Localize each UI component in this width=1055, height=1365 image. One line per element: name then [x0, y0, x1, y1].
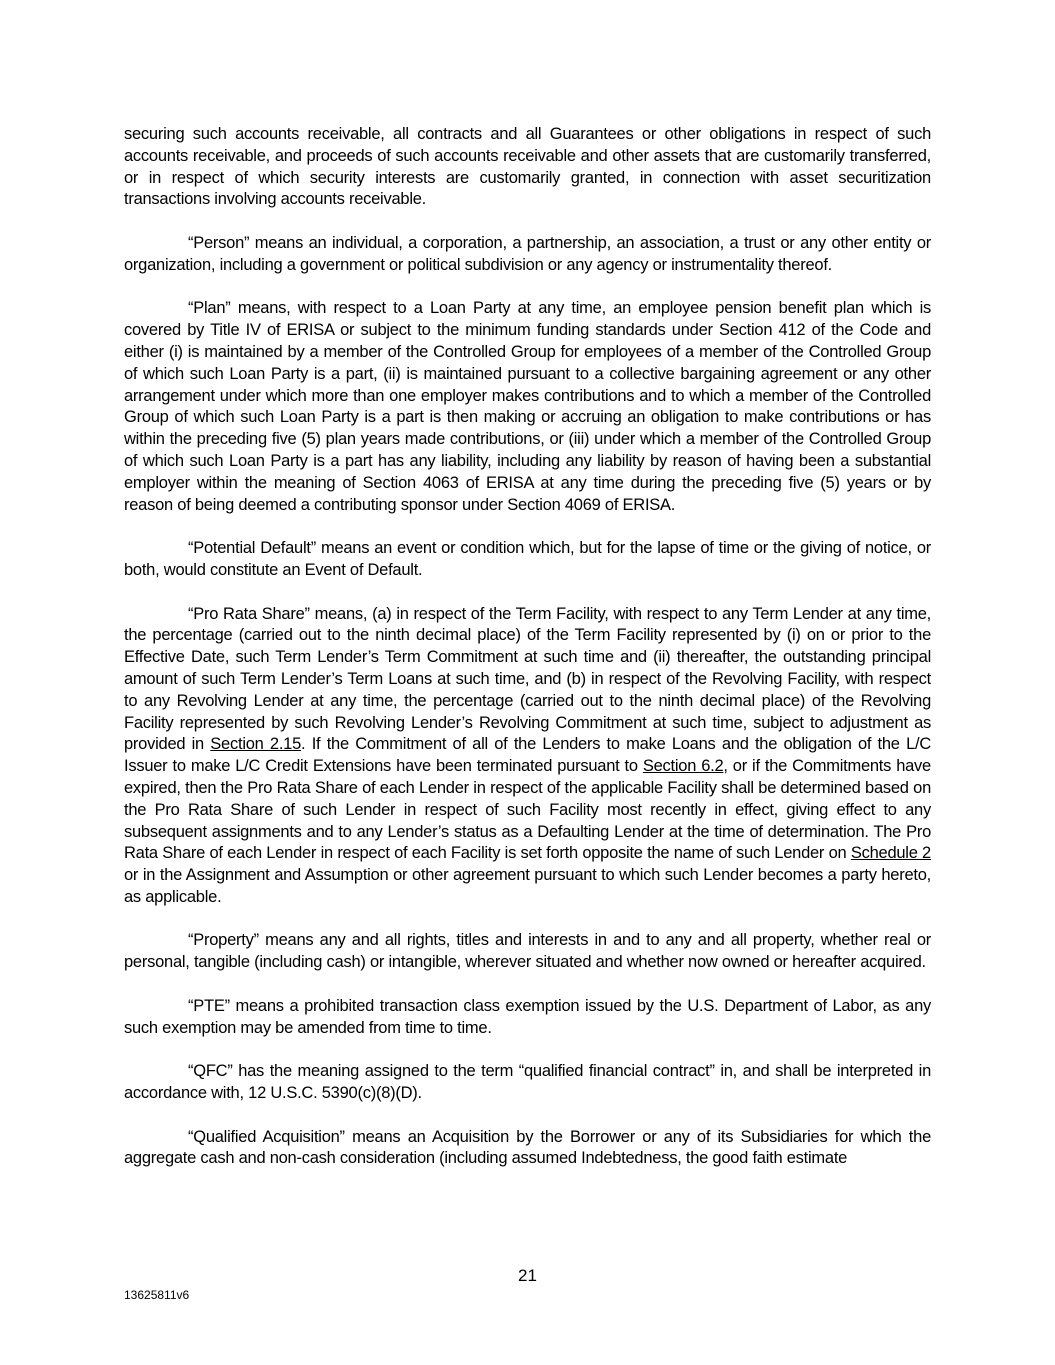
pro-rata-text-1: “Pro Rata Share” means, (a) in respect of the Term Facility, with respect to any Term Lender at any time, the percentage (carried out to the ninth decimal place) of the Term Facility represented by (i) on or prior to the Effective Date, such Term Lender’s Term Commitment at such time and (ii) thereafter, the outstanding principal amount of such Term Lender’s Term Loans at such time, and (b) in respect of the Revolving Facility, with respect to any Revolving Lender at any time, the percentage (carried out to the ninth decimal place) of the Revolving Facility represented by such Revolving Lender’s Revolving Commitment at such time, subject to adjustment as provided in	[124, 604, 931, 754]
definition-property: “Property” means any and all rights, titles and interests in and to any and all property, whether real or personal, tangible (including cash) or intangible, wherever situated and whether now owned or hereafter acquired.	[124, 931, 931, 972]
pro-rata-text-2: . If the Commitment of all of the Lenders to make Loans and the obligation of the L/C Issuer to make L/C Credit Extensions have been terminated pursuant to	[124, 735, 931, 776]
section-2-15-reference: Section 2.15	[210, 735, 302, 754]
paragraph-receivables-continuation: securing such accounts receivable, all contracts and all Guarantees or other obligations in respect of such accounts receivable, and proceeds of such accounts receivable and other assets that are customarily transferred, or in respect of which security interests are customarily granted, in connection with asset securitization transactions involving accounts receivable.	[124, 125, 931, 209]
definition-pro-rata-share	[124, 604, 931, 909]
document-id: 13625811v6	[124, 1288, 190, 1302]
document-body	[124, 124, 931, 1192]
definition-pte: “PTE” means a prohibited transaction class exemption issued by the U.S. Department of Labor, as any such exemption may be amended from time to time.	[124, 996, 931, 1037]
schedule-2-reference: Schedule 2	[850, 844, 931, 863]
pro-rata-text-4: or in the Assignment and Assumption or other agreement pursuant to which such Lender becomes a party hereto, as applicable.	[124, 866, 931, 906]
section-6-2-reference: Section 6.2	[642, 757, 724, 776]
definition-person: “Person” means an individual, a corporation, a partnership, an association, a trust or any other entity or organization, including a government or political subdivision or any agency or instrumentality thereof.	[124, 233, 931, 274]
definition-plan: “Plan” means, with respect to a Loan Party at any time, an employee pension benefit plan which is covered by Title IV of ERISA or subject to the minimum funding standards under Section 412 of the Code and either (i) is maintained by a member of the Controlled Group for employees of a member of the Controlled Group of which such Loan Party is a part, (ii) is maintained pursuant to a collective bargaining agreement or any other arrangement under which more than one employer makes contributions and to which a member of the Controlled Group of which such Loan Party is a part is then making or accruing an obligation to make contributions or has within the preceding five (5) plan years made contributions, or (iii) under which a member of the Controlled Group of which such Loan Party is a part has any liability, including any liability by reason of having been a substantial employer within the meaning of Section 4063 of ERISA at any time during the preceding five (5) years or by reason of being deemed a contributing sponsor under Section 4069 of ERISA.	[124, 299, 931, 514]
definition-qfc: “QFC” has the meaning assigned to the term “qualified financial contract” in, and shall be interpreted in accordance with, 12 U.S.C. 5390(c)(8)(D).	[124, 1062, 931, 1103]
definition-qualified-acquisition: “Qualified Acquisition” means an Acquisition by the Borrower or any of its Subsidiaries for which the aggregate cash and non-cash consideration (including assumed Indebtedness, the good faith estimate	[124, 1127, 931, 1168]
page-number: 21	[518, 1266, 537, 1285]
definition-potential-default: “Potential Default” means an event or condition which, but for the lapse of time or the giving of notice, or both, would constitute an Event of Default.	[124, 539, 931, 579]
pro-rata-text-3: , or if the Commitments have expired, then the Pro Rata Share of each Lender in respect of the applicable Facility shall be determined based on the Pro Rata Share of such Lender in respect of such Facility most recently in effect, giving effect to any subsequent assignments and to any Lender’s status as a Defaulting Lender at the time of determination. The Pro Rata Share of each Lender in respect of each Facility is set forth opposite the name of such Lender on	[124, 757, 931, 863]
